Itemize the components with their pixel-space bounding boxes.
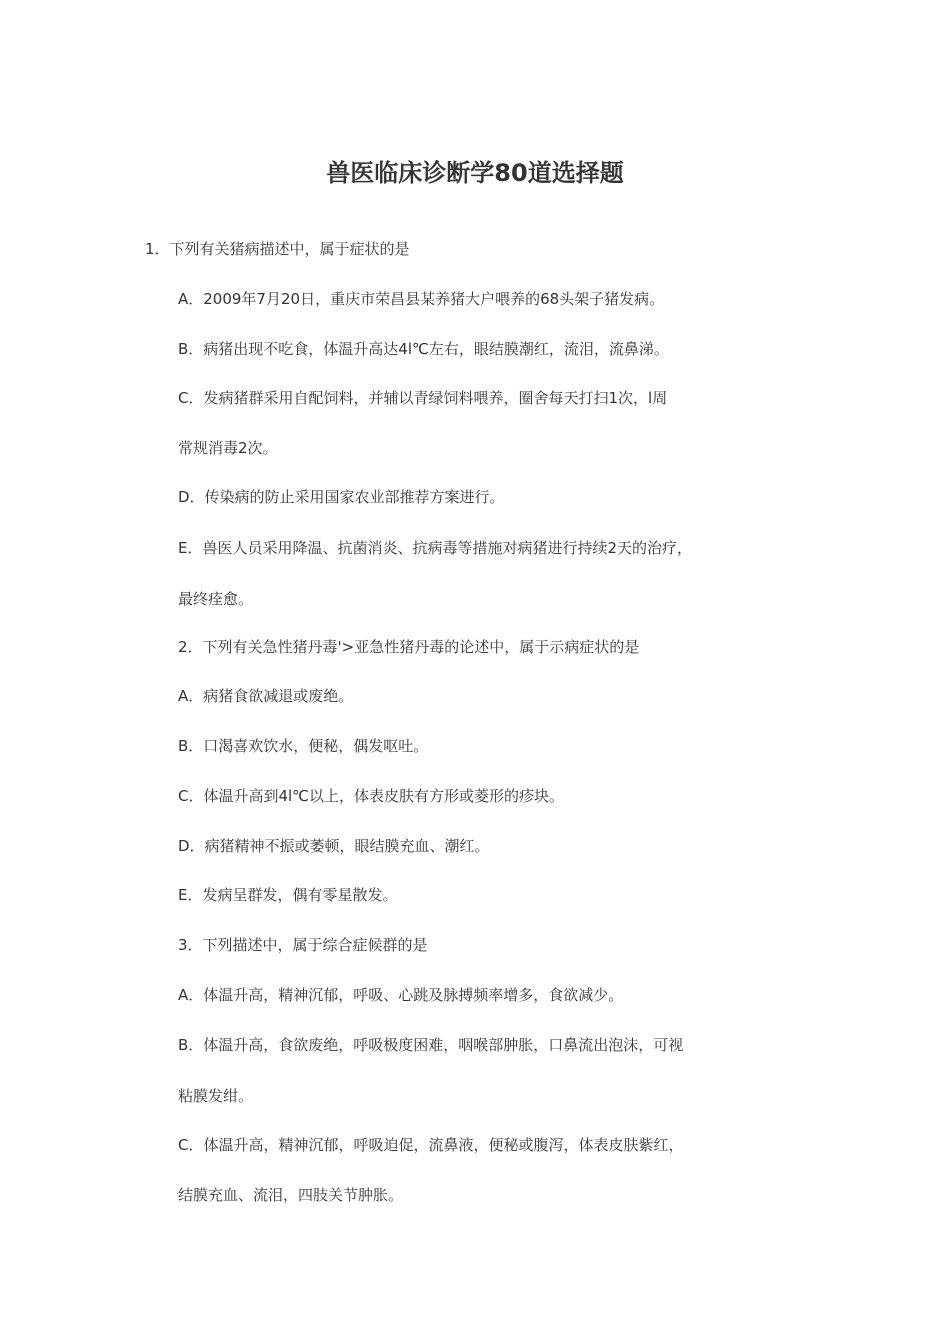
- question-2-option-e: E．发病呈群发，偶有零星散发。: [178, 886, 398, 904]
- question-1-option-b: B．病猪出现不吃食，体温升高达4l℃左右，眼结膜潮红，流泪，流鼻涕。: [178, 340, 669, 358]
- question-3-option-b-cont: 粘膜发绀。: [178, 1087, 254, 1105]
- question-3-stem: 3．下列描述中，属于综合症候群的是: [178, 936, 428, 954]
- question-1-option-c-cont: 常规消毒2次。: [178, 439, 278, 457]
- question-2-stem: 2．下列有关急性猪丹毒'>亚急性猪丹毒的论述中，属于示病症状的是: [178, 638, 640, 656]
- question-1-option-d: D．传染病的防止采用国家农业部推荐方案进行。: [178, 488, 505, 506]
- question-1-option-a: A．2009年7月20日，重庆市荣昌县某养猪大户喂养的68头架子猪发病。: [178, 290, 665, 308]
- question-1-option-c: C．发病猪群采用自配饲料，并辅以青绿饲料喂养，圈舍每天打扫1次，l周: [178, 389, 668, 407]
- question-2-option-d: D．病猪精神不振或萎顿，眼结膜充血、潮红。: [178, 837, 490, 855]
- question-3-option-b: B．体温升高，食欲废绝，呼吸极度困难，咽喉部肿胀，口鼻流出泡沫，可视: [178, 1036, 684, 1054]
- question-1-stem: 1．下列有关猪病描述中，属于症状的是: [145, 240, 410, 258]
- question-2-option-a: A．病猪食欲减退或废绝。: [178, 687, 354, 705]
- question-2-option-c: C．体温升高到4l℃以上，体表皮肤有方形或菱形的疹块。: [178, 787, 565, 805]
- document-title: 兽医临床诊断学80道选择题: [326, 159, 624, 187]
- question-3-option-c: C．体温升高，精神沉郁，呼吸迫促，流鼻液，便秘或腹泻，体表皮肤紫红，: [178, 1136, 684, 1154]
- question-3-option-c-cont: 结膜充血、流泪，四肢关节肿胀。: [178, 1186, 404, 1204]
- question-1-option-e: E．兽医人员采用降温、抗菌消炎、抗病毒等措施对病猪进行持续2天的治疗，: [178, 539, 693, 557]
- question-1-option-e-cont: 最终痊愈。: [178, 590, 254, 608]
- question-3-option-a: A．体温升高，精神沉郁，呼吸、心跳及脉搏频率增多，食欲减少。: [178, 986, 624, 1004]
- question-2-option-b: B．口渴喜欢饮水，便秘，偶发呕吐。: [178, 737, 429, 755]
